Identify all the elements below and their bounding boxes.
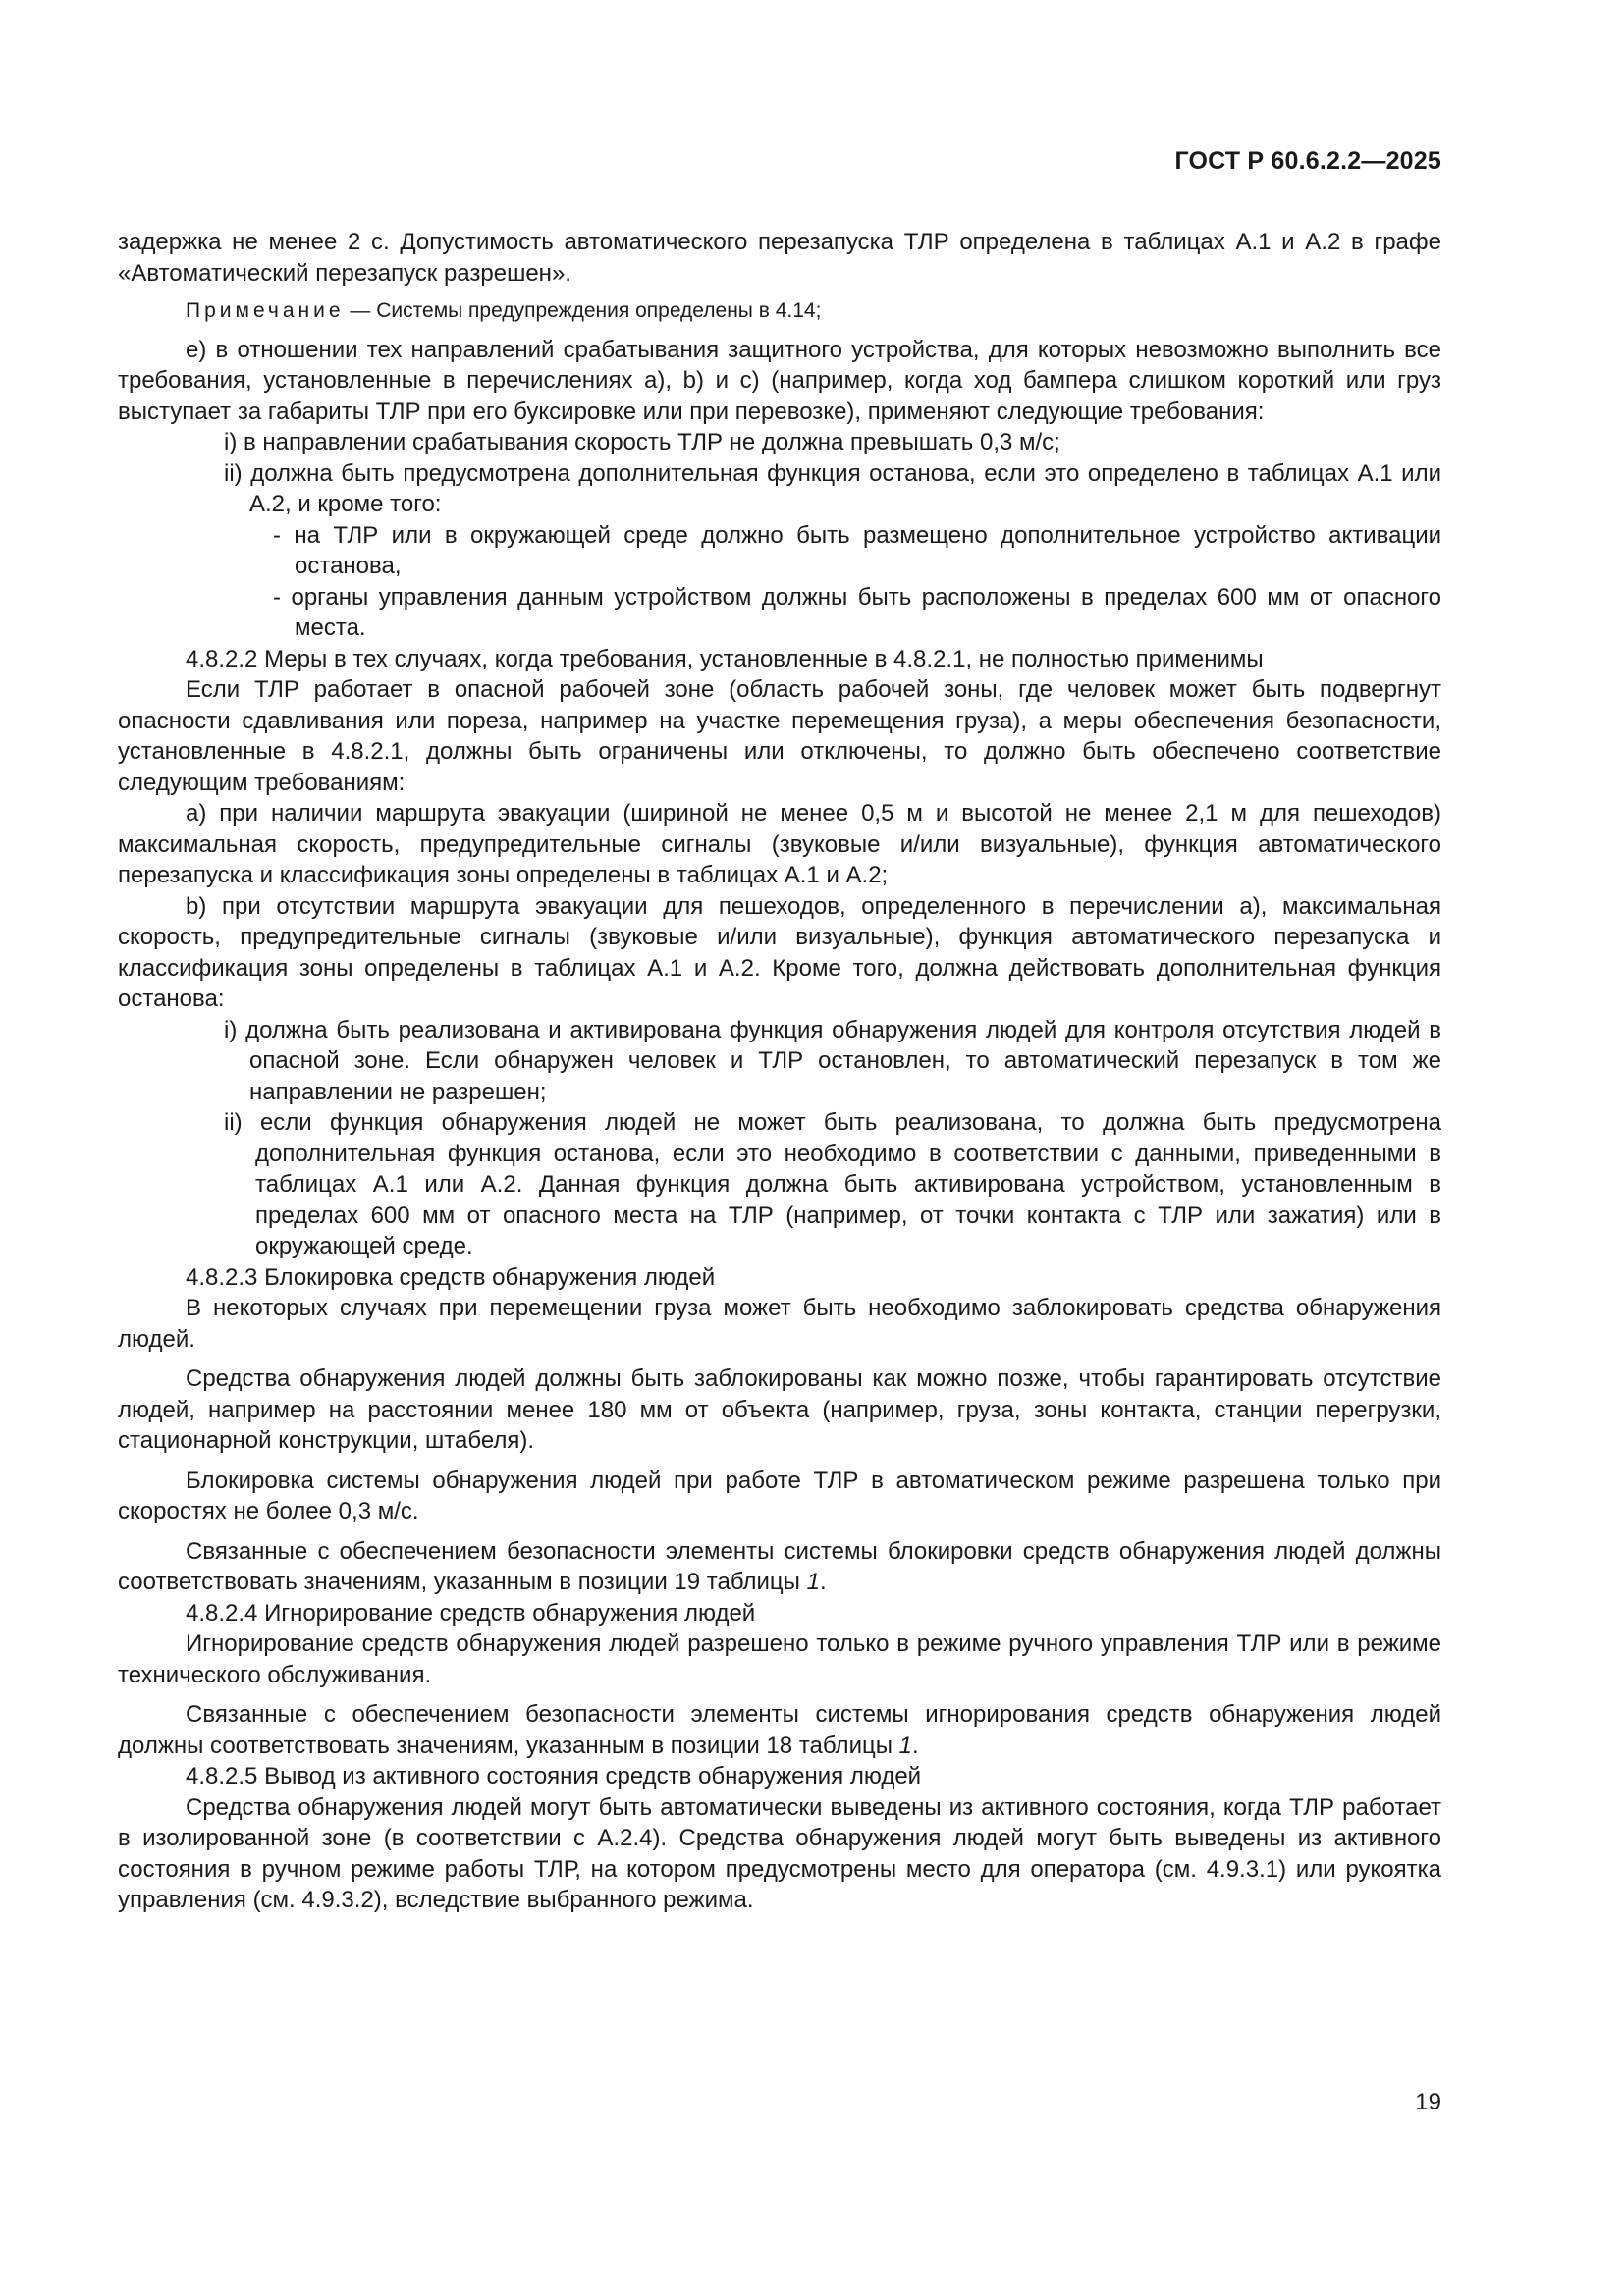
list-item-e-i: i) в направлении срабатывания скорость ТЛР не должна превышать 0,3 м/с;	[224, 429, 1060, 455]
paragraph-4824-b-text: Связанные с обеспечением безопасности элементы системы игнорирования средств обнаружения людей должны соответствовать значениям, указанным в позиции 18 таблицы	[118, 1701, 1441, 1759]
list-item-e: е) в отношении тех направлений срабатывания защитного устройства, для которых невозможно выполнить все требования, установленные в перечислениях а), b) и с) (например, когда ход бампера слишком короткий или груз выступает за габариты ТЛР при его буксировке или при перевозке), применяют следующие требования:	[118, 336, 1441, 425]
paragraph-4824-b-end: .	[912, 1732, 919, 1759]
document-body	[118, 227, 1441, 1916]
section-heading-4824: 4.8.2.4 Игнорирование средств обнаружения людей	[186, 1599, 756, 1627]
section-heading-4825: 4.8.2.5 Вывод из активного состояния средств обнаружения людей	[186, 1763, 922, 1789]
paragraph-4824-a: Игнорирование средств обнаружения людей разрешено только в режиме ручного управления ТЛР или в режиме технического обслуживания.	[118, 1630, 1441, 1688]
paragraph-4823-d-text: Связанные с обеспечением безопасности элементы системы блокировки средств обнаружения людей должны соответствовать значениям, указанным в позиции 19 таблицы	[118, 1537, 1441, 1595]
note-label: Примечание	[186, 299, 345, 322]
paragraph-4823-d	[118, 1536, 1441, 1598]
section-heading-4823: 4.8.2.3 Блокировка средств обнаружения людей	[186, 1263, 716, 1291]
table-ref: 1	[806, 1569, 820, 1595]
dash-item-1: - на ТЛР или в окружающей среде должно быть размещено дополнительное устройство активации останова,	[273, 521, 1441, 579]
list-item-a: а) при наличии маршрута эвакуации (шириной не менее 0,5 м и высотой не менее 2,1 м для пешеходов) максимальная скорость, предупредительные сигналы (звуковые и/или визуальные), функция автоматического перезапуска и классификация зоны определены в таблицах А.1 и А.2;	[118, 800, 1441, 888]
paragraph-4823-a: В некоторых случаях при перемещении груза может быть необходимо заблокировать средства обнаружения людей.	[118, 1295, 1441, 1353]
list-item-b: b) при отсутствии маршрута эвакуации для пешеходов, определенного в перечислении а), максимальная скорость, предупредительные сигналы (звуковые и/или визуальные), функция автоматического перезапуска и классификация зоны определены в таблицах А.1 и А.2. Кроме того, должна действовать дополнительная функция останова:	[118, 892, 1441, 1012]
paragraph-4823-b: Средства обнаружения людей должны быть заблокированы как можно позже, чтобы гарантировать отсутствие людей, например на расстоянии менее 180 мм от объекта (например, груза, зоны контакта, станции перегрузки, стационарной конструкции, штабеля).	[118, 1365, 1441, 1454]
dash-item-2: - органы управления данным устройством должны быть расположены в пределах 600 мм от опасного места.	[273, 583, 1441, 641]
document-header: ГОСТ Р 60.6.2.2—2025	[1174, 147, 1441, 175]
paragraph-4824-b	[118, 1699, 1441, 1761]
list-item-b-ii: ii) если функция обнаружения людей не может быть реализована, то должна быть предусмотрена дополнительная функция останова, если это необходимо в соответствии с данными, приведенными в таблицах А.1 или А.2. Данная функция должна быть активирована устройством, установленным в пределах 600 мм от опасного места на ТЛР (например, от точки контакта с ТЛР или зажатия) или в окружающей среде.	[224, 1109, 1441, 1259]
paragraph-continuation: задержка не менее 2 с. Допустимость автоматического перезапуска ТЛР определена в таблицах А.1 и А.2 в графе «Автоматический перезапуск разрешен».	[118, 229, 1441, 287]
page-number: 19	[1415, 2089, 1441, 2115]
paragraph-4823-c: Блокировка системы обнаружения людей при работе ТЛР в автоматическом режиме разрешена только при скоростях не более 0,3 м/с.	[118, 1467, 1441, 1524]
note	[118, 295, 1441, 327]
paragraph-4822: Если ТЛР работает в опасной рабочей зоне (область рабочей зоны, где человек может быть подвергнут опасности сдавливания или пореза, например на участке перемещения груза), а меры обеспечения безопасности, установленные в 4.8.2.1, должны быть ограничены или отключены, то должно быть обеспечено соответствие следующим требованиям:	[118, 676, 1441, 796]
note-text: — Системы предупреждения определены в 4.14;	[344, 299, 822, 322]
paragraph-4823-d-end: .	[819, 1569, 827, 1595]
list-item-b-i: i) должна быть реализована и активирована функция обнаружения людей для контроля отсутствия людей в опасной зоне. Если обнаружен человек и ТЛР остановлен, то автоматический перезапуск в том же направлении не разрешен;	[224, 1016, 1441, 1105]
section-heading-4822: 4.8.2.2 Меры в тех случаях, когда требования, установленные в 4.8.2.1, не полностью применимы	[186, 645, 1264, 672]
paragraph-4825: Средства обнаружения людей могут быть автоматически выведены из активного состояния, когда ТЛР работает в изолированной зоне (в соответствии с А.2.4). Средства обнаружения людей могут быть выведены из активного состояния в ручном режиме работы ТЛР, на котором предусмотрены место для оператора (см. 4.9.3.1) или рукоятка управления (см. 4.9.3.2), вследствие выбранного режима.	[118, 1793, 1441, 1913]
list-item-e-ii: ii) должна быть предусмотрена дополнительная функция останова, если это определено в таблицах А.1 или А.2, и кроме того:	[224, 459, 1441, 517]
table-ref: 1	[898, 1732, 912, 1759]
